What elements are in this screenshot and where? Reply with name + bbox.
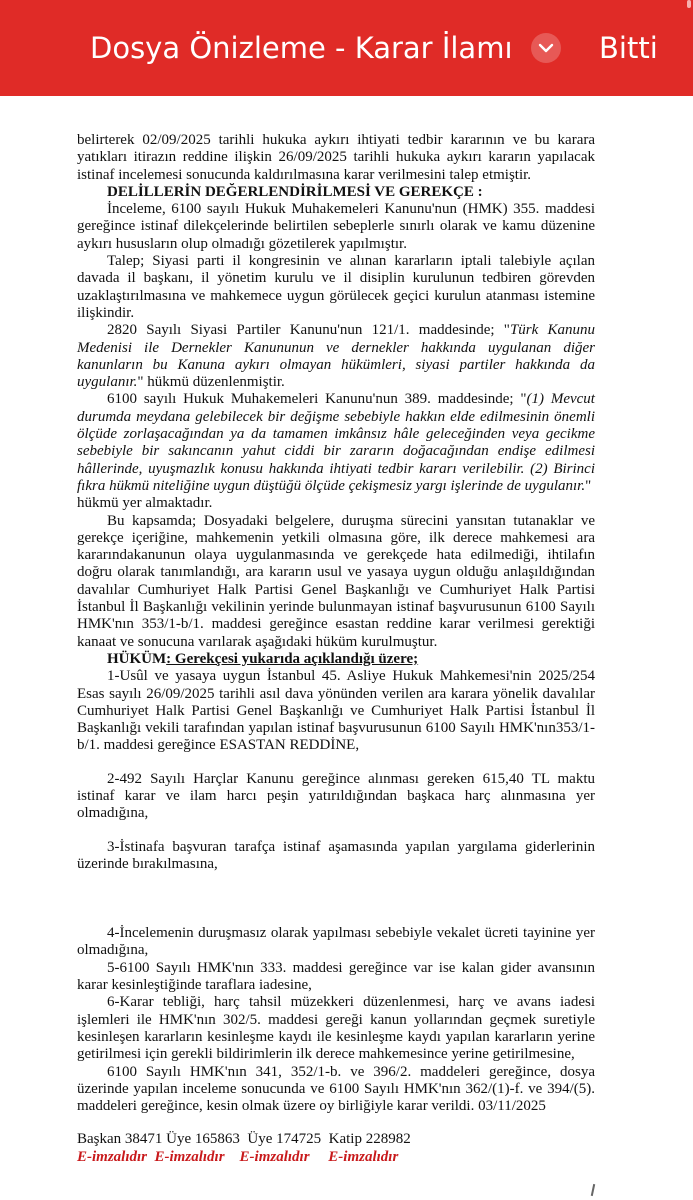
signature-line: Başkan 38471 Üye 165863 Üye 174725 Katip 228982 xyxy=(77,1131,411,1148)
text-line: b/1. maddesi gereğince ESASTAN REDDİNE, xyxy=(77,737,360,754)
text-line: ilişkindir. xyxy=(77,304,135,321)
quote-text: hâllerinde, uyuşmazlık konusu hakkında ihtiyati tedbir kararı verilebilir. (2) Birinci xyxy=(77,460,595,477)
text-line: yatıkları itirazın reddine ilişkin 26/09/2025 tarihli hukuka aykırı kararın yapılacak xyxy=(77,149,595,166)
text-line: 6-Karar tebliği, harç tahsil müzekkeri düzenlenmesi, harç ve avans iadesi xyxy=(107,994,595,1011)
text-line xyxy=(77,391,595,408)
text-line: 6100 Sayılı HMK'nın 341, 352/1-b. ve 396/2. maddeleri gereğince, dosya xyxy=(107,1063,595,1080)
text-line: 1-Usûl ve yasaya uygun İstanbul 45. Asliye Hukuk Mahkemesi'nin 2025/254 xyxy=(107,668,595,685)
text-span: " xyxy=(585,477,592,494)
chevron-down-icon[interactable] xyxy=(531,33,561,63)
spacer xyxy=(77,873,595,899)
text-line xyxy=(77,443,595,460)
text-line: İnceleme, 6100 sayılı Hukuk Muhakemeleri Kanunu'nun (HMK) 355. maddesi xyxy=(107,201,595,218)
text-line xyxy=(77,409,595,426)
text-line xyxy=(77,426,595,443)
text-line: üzerinde bırakılmasına, xyxy=(77,855,218,872)
text-line xyxy=(77,374,595,391)
text-line: davada il başkanı, il yönetim kurulu ve il disiplin kurulunun tedbiren görevden xyxy=(77,270,595,287)
hukum-rest: : Gerekçesi yukarıda açıklandığı üzere; xyxy=(166,650,419,667)
text-line: 4-İncelemenin duruşmasız olarak yapılması sebebiyle vekalet ücreti tayinine yer xyxy=(107,925,595,942)
text-line: olmadığına, xyxy=(77,942,149,959)
text-line: belirterek 02/09/2025 tarihli hukuka aykırı ihtiyati tedbir kararının ve bu karara xyxy=(77,132,595,148)
spacer xyxy=(77,899,595,925)
spacer xyxy=(77,1115,595,1131)
text-line: uzaklaştırılmasına ve mahkemece uygun görülecek geçici kurulun atanması istemine xyxy=(77,287,595,304)
text-line xyxy=(77,461,595,478)
hukum-label: HÜKÜM xyxy=(107,650,167,667)
spacer xyxy=(77,755,595,771)
text-line: aykırı hususların olup olmadığı gözetilerek yapılmıştır. xyxy=(77,235,407,252)
text-line: istinaf incelemesi sonucunda kaldırılmasına karar verilmesini talep etmiştir. xyxy=(77,166,532,183)
text-line: kesinleşen kararların kesinleşme kaydı ile kesinleşme kaydı yapılan kararların yerine xyxy=(77,1028,595,1045)
esign-badge: E-imzalıdır xyxy=(77,1148,148,1165)
text-line: kanaat ve sonucuna varılarak aşağıdaki hüküm kurulmuştur. xyxy=(77,633,438,650)
text-line: Başkanlığı vekili tarafından yapılan istinaf başvurusunun 6100 Sayılı HMK'nın353/1- xyxy=(77,720,595,737)
scroll-thumb[interactable] xyxy=(591,1184,595,1196)
scroll-indicator xyxy=(687,0,691,8)
esign-badge: E-imzalıdır xyxy=(239,1148,310,1165)
esign-badge: E-imzalıdır xyxy=(154,1148,225,1165)
text-line: karar kesinleştiğinde taraflara iadesine, xyxy=(77,977,312,994)
text-span: 2820 Sayılı Siyasi Partiler Kanunu'nun 121/1. maddesinde; " xyxy=(107,322,510,339)
text-line: hükmü yer almaktadır. xyxy=(77,495,213,512)
text-line: doğru olarak tanımlandığı, ara kararın usul ve yasaya uygun olduğu anlaşıldığından xyxy=(77,564,595,581)
quote-text: kanunların bu Kanuna aykırı olmayan hükümleri, siyasi partiler hakkında da xyxy=(77,356,595,373)
esign-badge: E-imzalıdır xyxy=(328,1148,399,1165)
esign-line xyxy=(77,1149,595,1166)
text-line: üzerinde yapılan inceleme sonucunda ve 6100 Sayılı HMK'nın 362/(1)-f. ve 394/(5). xyxy=(77,1080,595,1097)
text-line: Cumhuriyet Halk Partisi Genel Başkanlığı ve Cumhuriyet Halk Partisi İstanbul İl xyxy=(77,702,595,719)
text-line: 5-6100 Sayılı HMK'nın 333. maddesi gereğince var ise kalan gider avansının xyxy=(107,959,595,976)
quote-text: Türk Kanunu xyxy=(509,322,596,339)
text-line: Talep; Siyasi parti il kongresinin ve alınan kararların iptali talebiyle açılan xyxy=(107,253,595,270)
text-line: İstanbul İl Başkanlığı vekilinin yerinde bulunmayan istinaf başvurusunun 6100 Sayılı xyxy=(77,599,595,616)
page-title: Dosya Önizleme - Karar İlamı xyxy=(90,31,513,65)
text-line: 2-492 Sayılı Harçlar Kanunu gereğince alınması gereken 615,40 TL maktu xyxy=(107,770,595,787)
text-line: 3-İstinafa başvuran tarafça istinaf aşamasında yapılan yargılama giderlerinin xyxy=(107,838,595,855)
header-bar xyxy=(0,0,693,96)
spacer xyxy=(77,823,595,839)
text-line xyxy=(77,322,595,339)
text-line xyxy=(77,340,595,357)
text-line xyxy=(77,478,595,495)
quote-text: (1) Mevcut xyxy=(526,391,595,408)
text-span: " hükmü düzenlenmiştir. xyxy=(137,374,285,391)
done-button[interactable]: Bitti xyxy=(599,31,658,65)
quote-text: fıkra hükmü niteliğine uygun düştüğü ölçüde çekişmesiz yargı işlerinde de uygulanır. xyxy=(77,477,586,494)
hukum-heading xyxy=(77,651,595,668)
text-line: işlemleri ile HMK'nın 302/5. maddesi gereği kanun yollarından geçmek suretiyle xyxy=(77,1011,595,1028)
text-line: olmadığına, xyxy=(77,805,149,822)
text-line: istinaf karar ve ilam harcı peşin yatırıldığından başkaca harç alınmasına yer xyxy=(77,787,595,804)
text-span: 6100 sayılı Hukuk Muhakemeleri Kanunu'nun 389. maddesinde; " xyxy=(107,391,527,408)
text-line: gereğince istinaf dilekçelerinde belirtilen sebeplerle sınırlı olarak ve kamu düzenine xyxy=(77,218,595,235)
text-line: davalılar Cumhuriyet Halk Partisi Genel Başkanlığı ve Cumhuriyet Halk Partisi xyxy=(77,581,595,598)
quote-text: sebebiyle bir sakıncanın yahut ciddi bir zararın doğacağından endişe edilmesi xyxy=(77,443,595,460)
document-body xyxy=(77,132,595,1166)
text-line: HMK'nın 353/1-b/1. maddesi gereğince esastan reddine karar verilmesi gerektiği xyxy=(77,616,595,633)
text-line: maddeleri gereğince, kesin olmak üzere oy birliğiyle karar verildi. 03/11/2025 xyxy=(77,1098,546,1115)
text-line xyxy=(77,357,595,374)
text-line: Esas sayılı 26/09/2025 tarihli asıl dava yönünden verilen ara karara yönelik davalılar xyxy=(77,685,595,702)
text-line: getirilmesi için gerekli bildirimlerin ilk derece mahkemesince yerine getirilmesine, xyxy=(77,1046,575,1063)
quote-text: ölçüde zorlaşacağından ya da tamamen imkânsız hâle geleceğinden veya gecikme xyxy=(77,426,595,443)
text-line: gerekçe içeriğine, mahkemenin yetkili olmasına göre, ilk derece mahkemesi ara xyxy=(77,529,595,546)
text-line: Bu kapsamda; Dosyadaki belgelere, duruşma sürecini yansıtan tutanaklar ve xyxy=(107,512,595,529)
quote-text: Medenisi ile Dernekler Kanununun ve dernekler hakkında uygulanan diğer xyxy=(77,339,595,356)
text-line: kararındakanunun olaya uygulanmasında ve gerekçede hata edilmediği, ihtilafın xyxy=(77,547,595,564)
quote-text: uygulanır. xyxy=(77,374,138,391)
quote-text: durumda meydana gelebilecek bir değişme sebebiyle hakkın elde edilmesinin önemli xyxy=(77,408,595,425)
heading-text: DELİLLERİN DEĞERLENDİRİLMESİ VE GEREKÇE : xyxy=(107,183,483,200)
section-heading xyxy=(77,184,595,201)
